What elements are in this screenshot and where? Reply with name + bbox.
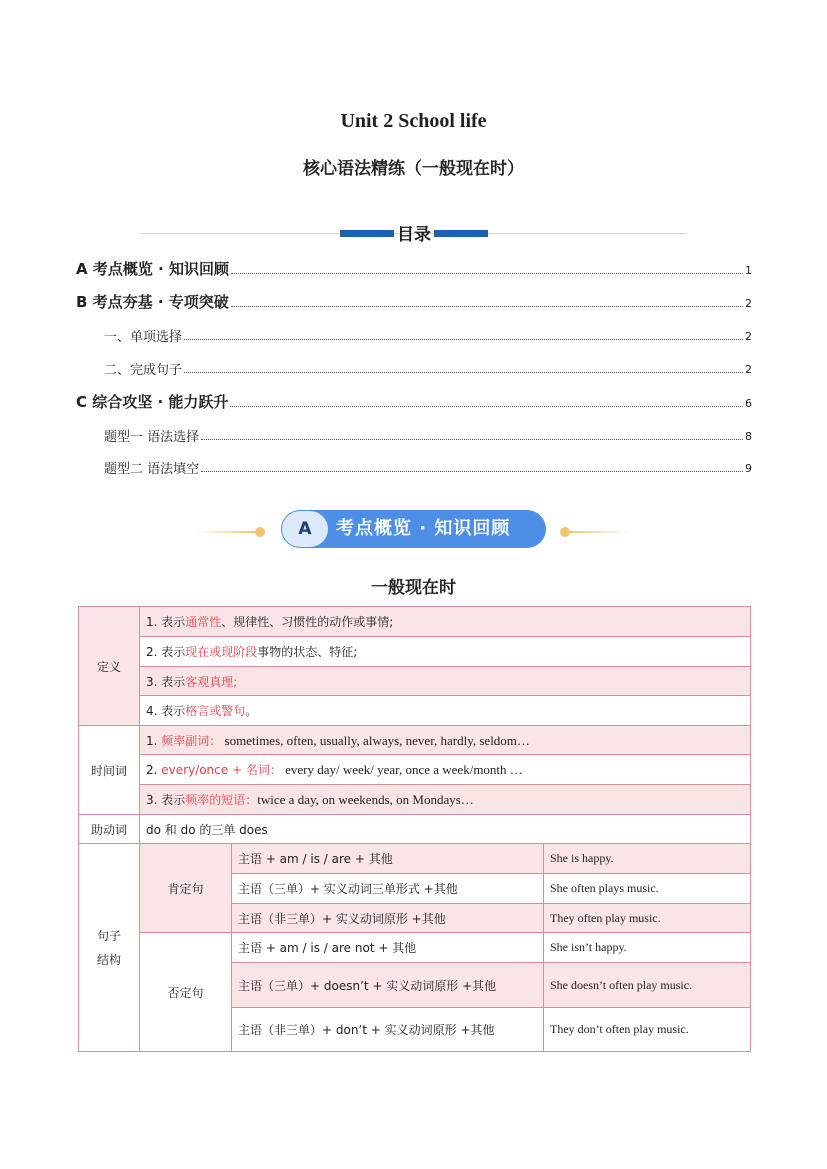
toc-bar-right <box>434 230 488 237</box>
banner-line-right <box>569 531 631 533</box>
toc-leader <box>184 339 743 340</box>
toc-bar-left <box>340 230 394 237</box>
toc-leader <box>184 372 743 373</box>
definition-item: 4. 表示格言或警句。 <box>140 696 751 726</box>
pattern-cell: 主语 + am / is / are + 其他 <box>232 844 544 874</box>
toc-leader <box>201 439 743 440</box>
time-word-item: 3. 表示频率的短语：twice a day, on weekends, on Mondays… <box>140 785 751 815</box>
toc-entry-page: 6 <box>745 397 752 410</box>
table-row <box>79 607 751 637</box>
aux-label: 助动词 <box>79 815 140 844</box>
toc-leader <box>231 306 743 307</box>
toc-entry-page: 2 <box>745 330 752 343</box>
pattern-cell: 主语（非三单）+ 实义动词原形 +其他 <box>232 904 544 933</box>
definition-item: 1. 表示通常性、规律性、习惯性的动作或事情; <box>140 607 751 637</box>
toc-entry[interactable] <box>76 423 752 445</box>
table-row <box>79 844 751 874</box>
toc-entry[interactable] <box>76 455 752 477</box>
grammar-table <box>78 606 751 1052</box>
table-row <box>79 755 751 785</box>
section-banner-text: 考点概览 · 知识回顾 <box>336 518 511 539</box>
toc-entry-label: B 考点夯基 · 专项突破 <box>76 293 229 311</box>
document-title: Unit 2 School life <box>340 110 487 132</box>
toc-entry-label: 一、单项选择 <box>104 330 183 345</box>
toc-entry-label: C 综合攻坚 · 能力跃升 <box>76 393 229 411</box>
toc-entry-label: 题型二 语法填空 <box>104 462 200 477</box>
toc-leader <box>230 406 743 407</box>
document-subtitle: 核心语法精练（一般现在时） <box>303 159 524 179</box>
toc-entry-page: 9 <box>745 462 752 475</box>
toc-entry[interactable] <box>76 356 752 378</box>
section-banner-letter: A <box>282 511 328 547</box>
toc-entry[interactable] <box>76 323 752 345</box>
example-cell: She doesn’t often play music. <box>544 963 751 1008</box>
example-cell: They often play music. <box>544 904 751 933</box>
banner-dot-left <box>255 527 265 537</box>
toc-entry-page: 2 <box>745 363 752 376</box>
pattern-cell: 主语（三单）+ 实义动词三单形式 +其他 <box>232 874 544 904</box>
definition-item: 3. 表示客观真理; <box>140 667 751 696</box>
pattern-cell: 主语 + am / is / are not + 其他 <box>232 933 544 963</box>
toc-leader <box>201 471 743 472</box>
toc-entry-label: A 考点概览 · 知识回顾 <box>76 260 229 278</box>
banner-dot-right <box>560 527 570 537</box>
toc-entry[interactable] <box>76 257 752 279</box>
section-title: 一般现在时 <box>371 578 456 598</box>
definition-label: 定义 <box>79 607 140 726</box>
affirmative-label: 肯定句 <box>140 844 232 933</box>
toc-heading: 目录 <box>397 225 431 245</box>
time-words-label: 时间词 <box>79 726 140 815</box>
example-cell: She is happy. <box>544 844 751 874</box>
example-cell: She isn’t happy. <box>544 933 751 963</box>
toc-entry-label: 题型一 语法选择 <box>104 430 200 445</box>
toc-leader <box>231 273 743 274</box>
table-row <box>79 815 751 844</box>
table-row <box>79 667 751 696</box>
definition-item: 2. 表示现在或现阶段事物的状态、特征; <box>140 637 751 667</box>
table-row <box>79 785 751 815</box>
aux-text: do 和 do 的三单 does <box>140 815 751 844</box>
negative-label: 否定句 <box>140 933 232 1052</box>
pattern-cell: 主语（三单）+ doesn’t + 实义动词原形 +其他 <box>232 963 544 1008</box>
toc-entry[interactable] <box>76 290 752 312</box>
time-word-item: 2. every/once + 名词： every day/ week/ year, once a week/month … <box>140 755 751 785</box>
table-row <box>79 933 751 963</box>
toc-entry[interactable] <box>76 390 752 412</box>
table-row <box>79 696 751 726</box>
toc-entry-page: 1 <box>745 264 752 277</box>
structure-label: 句子 结构 <box>79 844 140 1052</box>
example-cell: They don’t often play music. <box>544 1008 751 1052</box>
table-row <box>79 726 751 755</box>
toc-entry-page: 2 <box>745 297 752 310</box>
example-cell: She often plays music. <box>544 874 751 904</box>
time-word-item: 1. 频率副词： sometimes, often, usually, always, never, hardly, seldom… <box>140 726 751 755</box>
table-row <box>79 637 751 667</box>
toc-entry-page: 8 <box>745 430 752 443</box>
banner-line-left <box>195 531 257 533</box>
pattern-cell: 主语（非三单）+ don’t + 实义动词原形 +其他 <box>232 1008 544 1052</box>
toc-entry-label: 二、完成句子 <box>104 363 183 378</box>
